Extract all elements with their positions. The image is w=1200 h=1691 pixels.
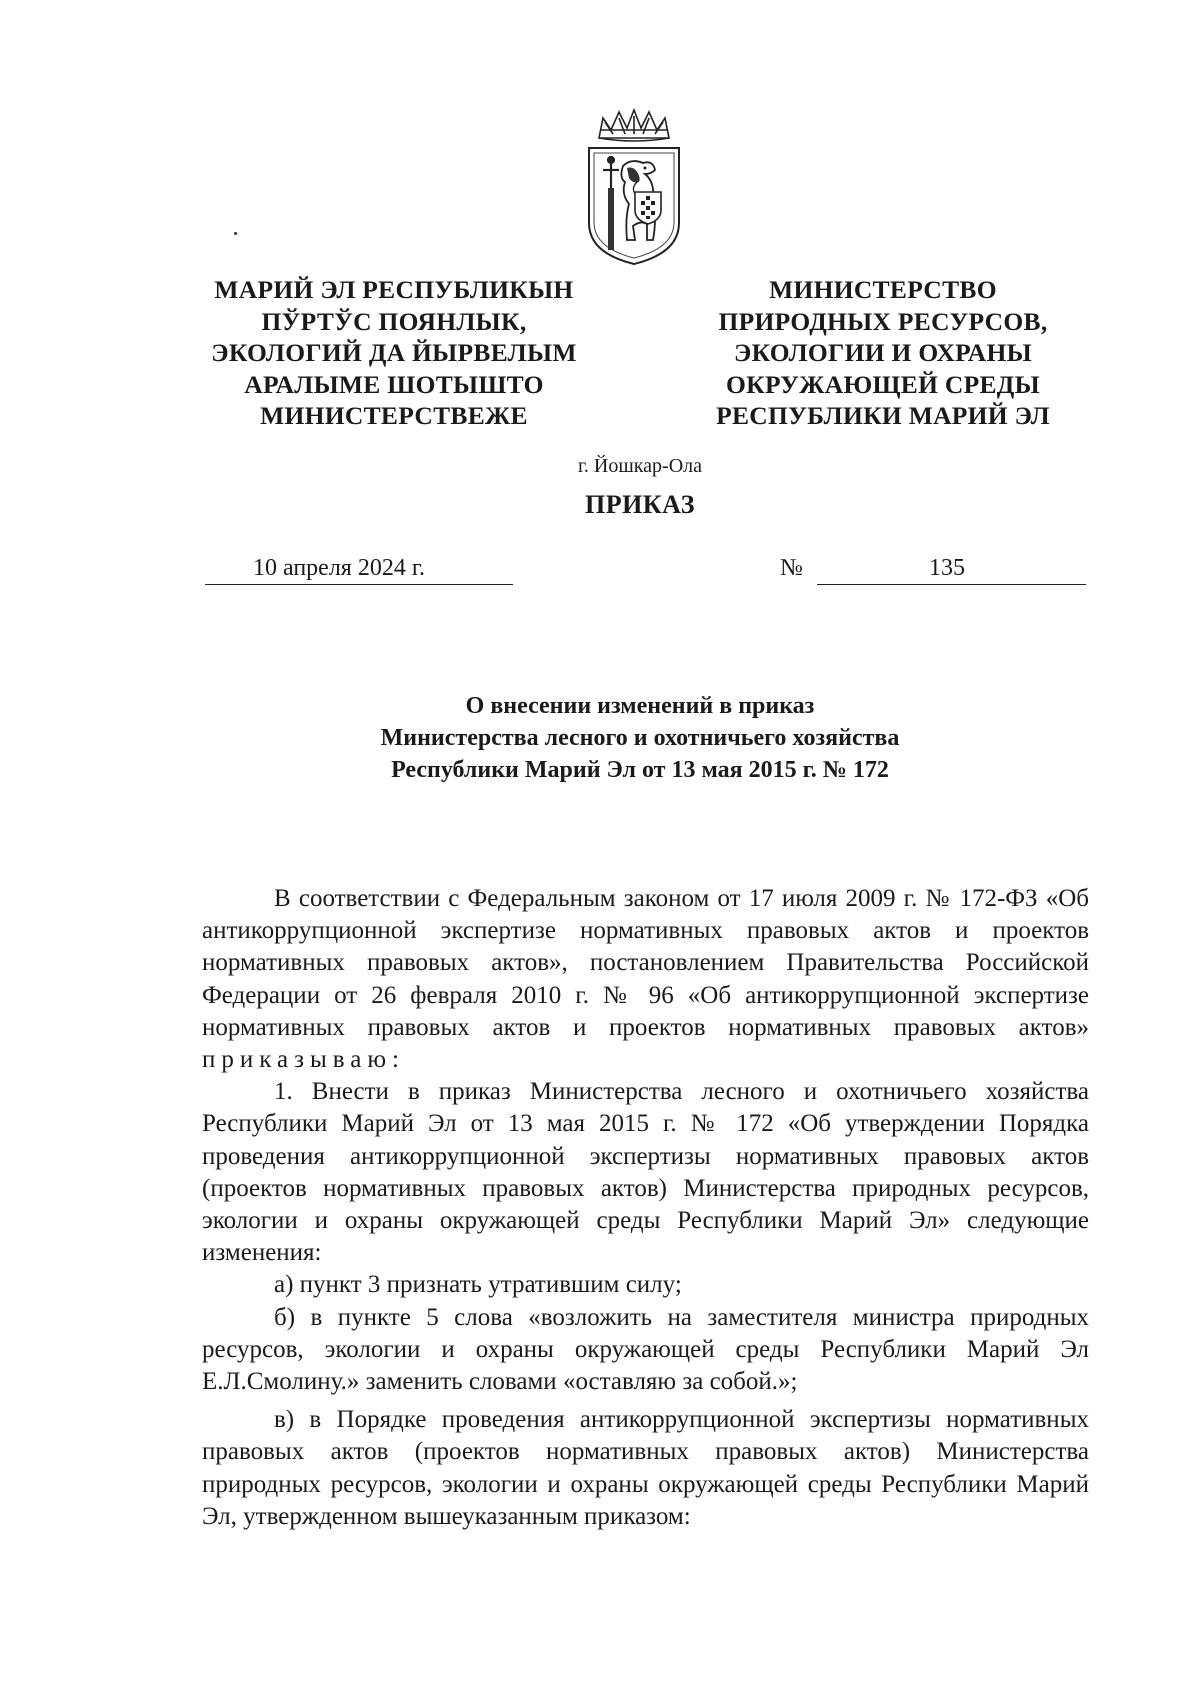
order-body	[202, 883, 1089, 1533]
header-left-line: МАРИЙ ЭЛ РЕСПУБЛИКЫН	[214, 275, 574, 304]
item-a-paragraph: а) пункт 3 признать утратившим силу;	[274, 1271, 682, 1299]
header-right-line: ПРИРОДНЫХ РЕСУРСОВ,	[718, 306, 1048, 336]
preamble-paragraph	[202, 883, 1089, 1076]
scan-speck	[234, 232, 237, 235]
order-number: 135	[929, 555, 965, 581]
subject-line: О внесении изменений в приказ	[465, 693, 815, 719]
subject-line: Министерства лесного и охотничьего хозяйства	[380, 725, 900, 751]
order-date-field	[205, 552, 513, 585]
order-date: 10 апреля 2024 г.	[253, 555, 425, 581]
order-subject	[0, 690, 1200, 786]
preamble-text: В соответствии с Федеральным законом от 17 июля 2009 г. № 172-ФЗ «Об антикоррупционной экспертизе нормативных правовых актов и проектов нормативных правовых актов», постановлением Правительства Российской Федерации от 26 февраля 2010 г. № 96 «Об антикоррупционной экспертизе нормативных правовых актов и проектов нормативных правовых актов»	[202, 885, 1089, 1041]
item-1-paragraph: 1. Внести в приказ Министерства лесного и охотничьего хозяйства Республики Марий Эл от 13 мая 2015 г. № 172 «Об утверждении Порядка проведения антикоррупционной экспертизы нормативных правовых актов (проектов нормативных правовых актов) Министерства природных ресурсов, экологии и охраны окружающей среды Республики Марий Эл» следующие изменения:	[202, 1078, 1089, 1267]
header-right-line: ЭКОЛОГИИ И ОХРАНЫ	[734, 338, 1032, 367]
item-b-paragraph: б) в пункте 5 слова «возложить на заместителя министра природных ресурсов, экологии и охраны окружающей среды Республики Марий Эл Е.Л.Смолину.» заменить словами «оставляю за собой.»;	[202, 1303, 1089, 1396]
header-left-line: МИНИСТЕРСТВЕЖЕ	[260, 401, 528, 430]
order-verb: приказываю:	[202, 1046, 405, 1074]
city-name: г. Йошкар-Ола	[577, 455, 703, 477]
item-c-paragraph: в) в Порядке проведения антикоррупционной экспертизы нормативных правовых актов (проектов нормативных правовых актов) Министерства природных ресурсов, экологии и охраны окружающей среды Республики Марий Эл, утвержденном вышеуказанным приказом:	[202, 1406, 1089, 1530]
header-right-line: РЕСПУБЛИКИ МАРИЙ ЭЛ	[716, 401, 1050, 430]
header-russian-title	[660, 274, 1106, 432]
header-left-line: ЭКОЛОГИЙ ДА ЙЫРВЕЛЫМ	[211, 338, 577, 367]
header-left-line: АРАЛЫМЕ ШОТЫШТО	[244, 369, 544, 399]
header-left-line: ПЎРТЎС ПОЯНЛЫК,	[261, 306, 527, 336]
subject-line: Республики Марий Эл от 13 мая 2015 г. № 172	[391, 757, 889, 783]
document-type-title: ПРИКАЗ	[584, 490, 696, 519]
coat-of-arms-emblem	[581, 108, 687, 268]
header-right-line: ОКРУЖАЮЩЕЙ СРЕДЫ	[726, 369, 1040, 399]
header-mari-title	[170, 274, 618, 432]
order-number-field	[817, 552, 1086, 585]
header-right-line: МИНИСТЕРСТВО	[769, 275, 997, 304]
number-sign: №	[780, 555, 803, 581]
